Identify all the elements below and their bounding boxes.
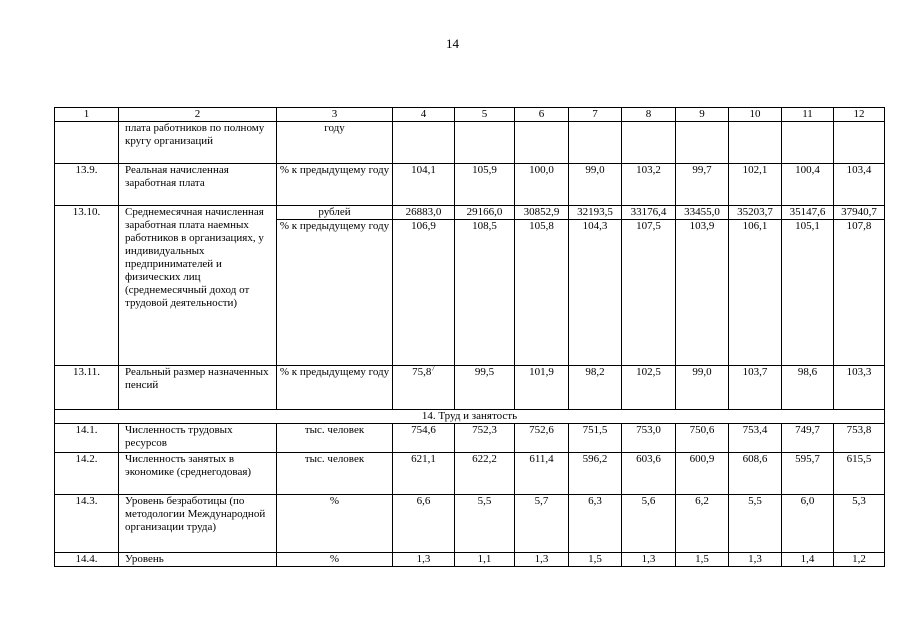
value-cell: 37940,7 xyxy=(834,206,885,220)
value-cell: 600,9 xyxy=(676,453,729,495)
page-number: 14 xyxy=(446,36,459,51)
indicator-name: Среднемесячная начисленная заработная плата наемных работников в организациях, у индивидуальных предпринимателей и физических лиц (среднемесячный доход от трудовой деятельности) xyxy=(119,206,277,366)
value-cell: 103,9 xyxy=(676,220,729,366)
value-cell: 103,4 xyxy=(834,164,885,206)
value-cell: 35147,6 xyxy=(782,206,834,220)
table-row xyxy=(55,553,885,567)
unit-cell: % xyxy=(277,553,393,567)
value-cell: 102,1 xyxy=(729,164,782,206)
value-cell xyxy=(393,366,455,410)
value-cell: 105,1 xyxy=(782,220,834,366)
header-cell: 11 xyxy=(782,108,834,122)
unit-cell: рублей xyxy=(277,206,393,220)
table-row xyxy=(55,366,885,410)
value-cell: 1,2 xyxy=(834,553,885,567)
header-cell: 12 xyxy=(834,108,885,122)
value-cell: 99,5 xyxy=(455,366,515,410)
value-cell: 611,4 xyxy=(515,453,569,495)
table-row xyxy=(55,164,885,206)
value-cell: 106,9 xyxy=(393,220,455,366)
value-cell: 1,5 xyxy=(569,553,622,567)
header-cell: 1 xyxy=(55,108,119,122)
value-cell: 99,0 xyxy=(569,164,622,206)
value-cell: 595,7 xyxy=(782,453,834,495)
header-cell: 5 xyxy=(455,108,515,122)
statistics-table xyxy=(54,107,885,567)
row-number: 14.4. xyxy=(55,553,119,567)
value-cell: 1,4 xyxy=(782,553,834,567)
section-row xyxy=(55,410,885,424)
value-cell: 99,0 xyxy=(676,366,729,410)
unit-cell: % к предыдущему году xyxy=(277,164,393,206)
value-cell: 753,4 xyxy=(729,424,782,453)
indicator-name: Реальная начисленная заработная плата xyxy=(119,164,277,206)
unit-cell: % к предыдущему году xyxy=(277,220,393,366)
value-text: 75,8 xyxy=(412,366,432,378)
unit-cell: % xyxy=(277,495,393,553)
row-number: 14.1. xyxy=(55,424,119,453)
value-cell: 5,3 xyxy=(834,495,885,553)
row-number: 13.11. xyxy=(55,366,119,410)
value-cell: 106,1 xyxy=(729,220,782,366)
unit-cell: % к предыдущему году xyxy=(277,366,393,410)
value-cell: 101,9 xyxy=(515,366,569,410)
section-title: 14. Труд и занятость xyxy=(55,410,885,424)
value-cell: 5,5 xyxy=(455,495,515,553)
table-row xyxy=(55,495,885,553)
table-row xyxy=(55,122,885,164)
value-cell: 105,9 xyxy=(455,164,515,206)
value-cell: 100,4 xyxy=(782,164,834,206)
row-number xyxy=(55,122,119,164)
value-cell: 104,3 xyxy=(569,220,622,366)
value-cell: 107,5 xyxy=(622,220,676,366)
value-cell: 33455,0 xyxy=(676,206,729,220)
value-cell: 98,2 xyxy=(569,366,622,410)
value-cell: 1,3 xyxy=(622,553,676,567)
value-cell: 103,7 xyxy=(729,366,782,410)
value-cell: 104,1 xyxy=(393,164,455,206)
value-cell: 102,5 xyxy=(622,366,676,410)
value-cell: 615,5 xyxy=(834,453,885,495)
value-cell: 6,6 xyxy=(393,495,455,553)
indicator-name: Уровень xyxy=(119,553,277,567)
unit-cell: тыс. человек xyxy=(277,424,393,453)
value-cell: 98,6 xyxy=(782,366,834,410)
value-cell: 5,5 xyxy=(729,495,782,553)
value-cell: 753,8 xyxy=(834,424,885,453)
value-cell: 108,5 xyxy=(455,220,515,366)
row-number: 13.9. xyxy=(55,164,119,206)
value-cell: 26883,0 xyxy=(393,206,455,220)
value-cell: 596,2 xyxy=(569,453,622,495)
value-cell: 107,8 xyxy=(834,220,885,366)
value-cell: 100,0 xyxy=(515,164,569,206)
value-cell: 6,3 xyxy=(569,495,622,553)
header-cell: 10 xyxy=(729,108,782,122)
header-row xyxy=(55,108,885,122)
header-cell: 8 xyxy=(622,108,676,122)
value-cell: 752,6 xyxy=(515,424,569,453)
row-number: 13.10. xyxy=(55,206,119,366)
value-cell: 1,5 xyxy=(676,553,729,567)
indicator-name: Численность трудовых ресурсов xyxy=(119,424,277,453)
footnote-marker: 7 xyxy=(431,364,435,373)
value-cell: 105,8 xyxy=(515,220,569,366)
value-cell: 753,0 xyxy=(622,424,676,453)
value-cell: 6,0 xyxy=(782,495,834,553)
value-cell: 751,5 xyxy=(569,424,622,453)
value-cell: 752,3 xyxy=(455,424,515,453)
indicator-name: Численность занятых в экономике (среднегодовая) xyxy=(119,453,277,495)
header-cell: 3 xyxy=(277,108,393,122)
value-cell: 30852,9 xyxy=(515,206,569,220)
table-row xyxy=(55,424,885,453)
table-row xyxy=(55,453,885,495)
indicator-name: Реальный размер назначенных пенсий xyxy=(119,366,277,410)
value-cell: 99,7 xyxy=(676,164,729,206)
value-cell: 1,3 xyxy=(729,553,782,567)
value-cell: 35203,7 xyxy=(729,206,782,220)
value-cell: 5,7 xyxy=(515,495,569,553)
header-cell: 7 xyxy=(569,108,622,122)
header-cell: 4 xyxy=(393,108,455,122)
indicator-name: плата работников по полному кругу организаций xyxy=(119,122,277,164)
table-row xyxy=(55,206,885,220)
value-cell: 103,2 xyxy=(622,164,676,206)
value-cell: 1,3 xyxy=(393,553,455,567)
header-cell: 9 xyxy=(676,108,729,122)
value-cell: 754,6 xyxy=(393,424,455,453)
header-cell: 6 xyxy=(515,108,569,122)
header-cell: 2 xyxy=(119,108,277,122)
unit-cell: тыс. человек xyxy=(277,453,393,495)
value-cell: 103,3 xyxy=(834,366,885,410)
row-number: 14.3. xyxy=(55,495,119,553)
value-cell: 1,3 xyxy=(515,553,569,567)
value-cell: 750,6 xyxy=(676,424,729,453)
row-number: 14.2. xyxy=(55,453,119,495)
value-cell: 29166,0 xyxy=(455,206,515,220)
value-cell: 603,6 xyxy=(622,453,676,495)
value-cell: 1,1 xyxy=(455,553,515,567)
value-cell: 6,2 xyxy=(676,495,729,553)
value-cell: 32193,5 xyxy=(569,206,622,220)
value-cell: 621,1 xyxy=(393,453,455,495)
value-cell: 622,2 xyxy=(455,453,515,495)
indicator-name: Уровень безработицы (по методологии Международной организации труда) xyxy=(119,495,277,553)
value-cell: 749,7 xyxy=(782,424,834,453)
value-cell: 5,6 xyxy=(622,495,676,553)
unit-cell: году xyxy=(277,122,393,164)
value-cell: 33176,4 xyxy=(622,206,676,220)
value-cell: 608,6 xyxy=(729,453,782,495)
